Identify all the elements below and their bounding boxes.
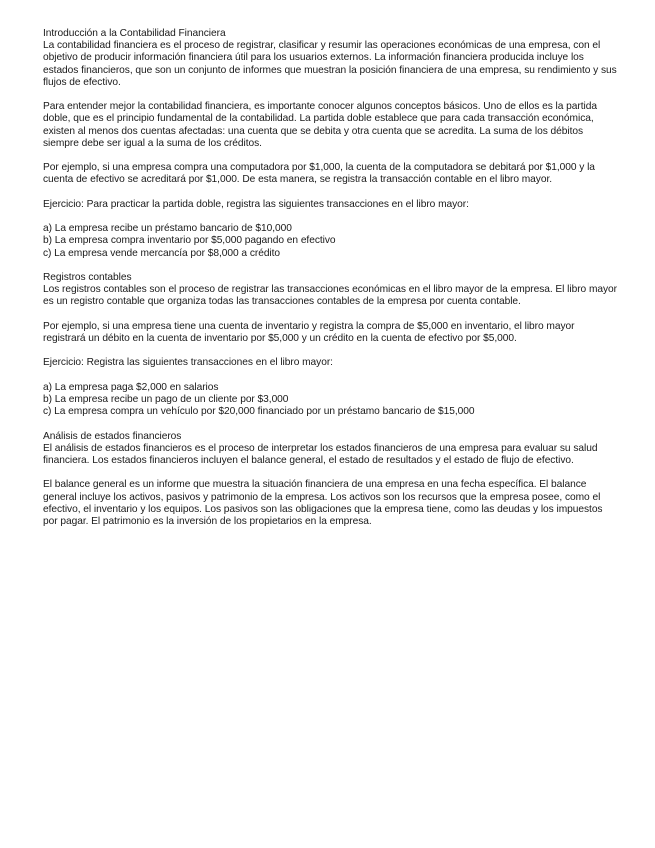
exercise-list [43,223,618,260]
paragraph-block [43,357,618,369]
list-item: c) La empresa vende mercancía por $8,000 a crédito [43,247,281,259]
paragraph-block [43,479,618,528]
list-item: b) La empresa compra inventario por $5,000 pagando en efectivo [43,235,336,247]
list-item: a) La empresa paga $2,000 en salarios [43,381,219,393]
paragraph: Para entender mejor la contabilidad financiera, es importante conocer algunos conceptos básicos. Uno de ellos es la partida doble, que es el principio fundamental de la contabilidad. La partida doble establece que para cada transacción económica, existen al menos dos cuentas afectadas: una cuenta que se debita y otra cuenta que se acredita. La suma de los débitos siempre debe ser igual a la suma de los créditos. [43,101,597,149]
paragraph-block [43,162,618,186]
section-heading: Registros contables [43,271,132,283]
paragraph-block [43,199,618,211]
section-registros [43,272,618,309]
paragraph: Los registros contables son el proceso de registrar las transacciones económicas en el libro mayor de la empresa. El libro mayor es un registro contable que organiza todas las transacciones contables de la empresa por cuenta contable. [43,284,617,308]
document-page [43,28,618,540]
paragraph: El análisis de estados financieros es el proceso de interpretar los estados financieros de una empresa para evaluar su salud financiera. Los estados financieros incluyen el balance general, el estado de resultados y el estado de flujo de efectivo. [43,442,598,466]
section-analisis [43,431,618,468]
paragraph: Por ejemplo, si una empresa compra una computadora por $1,000, la cuenta de la computadora se debitará por $1,000 y la cuenta de efectivo se acreditará por $1,000. De esta manera, se registra la transacción contable en el libro mayor. [43,162,595,186]
paragraph: Por ejemplo, si una empresa tiene una cuenta de inventario y registra la compra de $5,000 en inventario, el libro mayor registrará un débito en la cuenta de inventario por $5,000 y un crédito en la cuenta de efectivo por $5,000. [43,320,575,344]
paragraph: El balance general es un informe que muestra la situación financiera de una empresa en una fecha específica. El balance general incluye los activos, pasivos y patrimonio de la empresa. Los activos son los recursos que la empresa posee, como el efectivo, el inventario y los equipos. Los pasivos son las obligaciones que la empresa tiene, como las deudas y los impuestos por pagar. El patrimonio es la inversión de los propietarios en la empresa. [43,479,603,527]
section-intro [43,28,618,89]
list-item: c) La empresa compra un vehículo por $20,000 financiado por un préstamo bancario de $15,000 [43,406,475,418]
section-heading: Análisis de estados financieros [43,430,182,442]
paragraph-block [43,321,618,345]
paragraph: La contabilidad financiera es el proceso de registrar, clasificar y resumir las operaciones económicas de una empresa, con el objetivo de producir información financiera útil para los usuarios externos. La información financiera producida incluye los estados financieros, que son un conjunto de informes que muestran la posición financiera de una empresa, su rendimiento y sus flujos de efectivo. [43,40,617,88]
list-item: b) La empresa recibe un pago de un cliente por $3,000 [43,393,289,405]
exercise-prompt: Ejercicio: Para practicar la partida doble, registra las siguientes transacciones en el libro mayor: [43,198,469,210]
paragraph-block [43,101,618,150]
exercise-list [43,382,618,419]
section-heading: Introducción a la Contabilidad Financiera [43,28,226,39]
list-item: a) La empresa recibe un préstamo bancario de $10,000 [43,223,292,235]
exercise-prompt: Ejercicio: Registra las siguientes transacciones en el libro mayor: [43,357,333,369]
